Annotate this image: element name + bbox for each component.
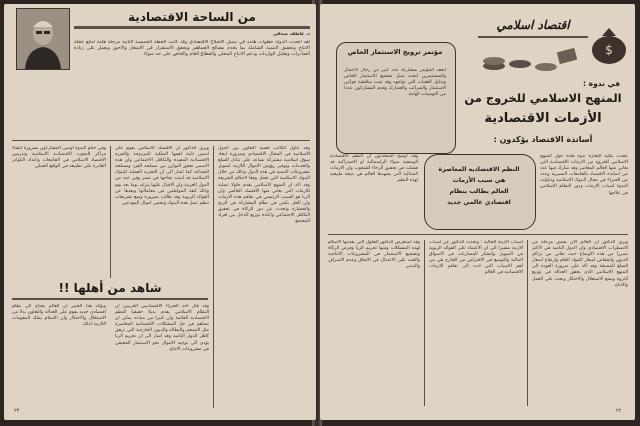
svg-text:$: $ <box>605 43 613 57</box>
page-number-right: ٢٢ <box>616 408 622 414</box>
lower-divider <box>328 234 628 235</box>
section-text: وقد قال احد الخبراء الاقتصاديين الغربيين ان النظام الاسلامي يقدم بديلا حقيقيا للنظم الاقتصادية القائمة وان كثيرا من مبادئه يمكن ان تساهم في حل المشكلات الاقتصادية المعاصرة مثل التضخم والبطالة والديون الخارجية التي ترهق كاهل الدول النامية وقد اشار الى ان تحريم الربا يؤدي الى توجيه الاموال نحو الاستثمار الحقيقي في مشروعات الانتاج <box>115 304 209 352</box>
subhead: أساتذة الاقتصاد يؤكدون : <box>493 135 593 144</box>
section-text-b: ويؤكد هذا الخبير ان العالم يحتاج الى نظام اقتصادي جديد يقوم على العدالة والتعاون بدلا من الاستغلال والاحتكار وان الاسلام يملك المقومات اللازمة لذلك <box>12 304 106 328</box>
bullet-item: هي سبب الأزمات <box>452 177 506 184</box>
sidebar-text: انعقد المؤتمر بمشاركة عدد كبير من رجال الاعمال والمستثمرين لبحث سبل تشجيع الاستثمار الخاص وتذليل العقبات التي تواجهه وقد تمت مناقشة قوانين الاستثمار والضرائب والجمارك وقدم المشاركون عددا من التوصيات الهامة <box>344 68 446 98</box>
column-rule-1 <box>213 146 214 408</box>
column-a-text: وقد تناول الكاتب اهمية التعاون بين الدول الاسلامية في المجال الاقتصادي وضرورة ايجاد سوق اسلامية مشتركة تساعد على تبادل السلع والخدمات وتوفير رؤوس الاموال اللازمة لتمويل مشروعات التنمية في هذه الدول وذلك من خلال البنوك الاسلامية التي تعمل وفقا لاحكام الشريعة وقد اكد ان المنهج الاسلامي يقدم حلولا عملية للازمات التي يعاني منها الاقتصاد العالمي وان الربا هو السبب الرئيسي في تفاقم هذه الازمات وان الحل يكمن في نظام المشاركة في الربح والخسارة وتحدث عن دور الزكاة في تحقيق التكافل الاجتماعي واعادة توزيع الدخل بين افراد المجتمع <box>218 146 310 225</box>
bullet-item: العالم يطالب بنظام <box>449 188 509 195</box>
headline-line-2: الأزمات الاقتصادية <box>484 111 602 126</box>
bullet-list <box>428 164 530 208</box>
lower-column-rule-2 <box>424 240 425 406</box>
body-lower-column-3: وقد استعرض الدكتور الحلول التي يقدمها الاسلام لهذه المشكلات ومنها تحريم الربا وفرض الزكاة وتشجيع الاستثمار في المشروعات الانتاجية والحث على الاعتدال في الانفاق وعدم الاسراف والتبذير <box>328 240 420 270</box>
money-bag-illustration <box>588 18 630 66</box>
section-label: اقتصاد اسلامي <box>496 18 570 32</box>
left-page <box>4 4 316 420</box>
section-label-rule <box>478 36 588 38</box>
money-bag-icon <box>588 18 630 66</box>
column-header: من الساحة الاقتصادية <box>128 10 256 24</box>
author-photo <box>16 8 70 70</box>
bullet-item: النظم الاقتصادية المعاصرة <box>438 166 520 173</box>
byline: د. عاطف صدقي <box>273 32 310 37</box>
body-mid-column: وقد اوضح المتحدثون ان النظم الاقتصادية الوضعية سواء الراسمالية او الاشتراكية قد فشلت في تحقيق الرخاء للشعوب وان الازمات المتتالية التي يشهدها العالم هي نتيجة طبيعية لهذه النظم <box>330 154 418 184</box>
column-rule-2 <box>110 146 111 278</box>
sidebar-title: مؤتمر ترويج الاستثمار الخاص <box>347 48 443 56</box>
right-page <box>320 4 635 420</box>
intro-paragraph: لقد اتخذت الدولة خطوات هامة في سبيل الاصلاح الاقتصادي وقد كانت الخطة الخمسية الثانية مرحلة هامة لدفع عجلة الانتاج وتحقيق التنمية الشاملة بما يخدم مصالح الجماهير ويحقق الاستقرار في الاسعار والاجور ويعمل على زيادة الصادرات وتقليل الواردات ودعم الانتاج المحلي والقطاع العام والخاص على حد سواء <box>74 40 310 58</box>
top-divider <box>12 140 310 141</box>
body-lower-column-2: اسباب الأزمة الحالية : وتحدث الدكتور عن اسباب الازمة مشيرا الى ان الاعتماد على الفوائد الربوية في التمويل وانتشار المضاربات في الاسواق المالية والتوسع في الاقتراض من الخارج هي من اهم الاسباب التي ادت الى تفاقم الازمات الاقتصادية في العالم <box>429 240 523 276</box>
section-title: شاهد من أهلها !! <box>58 281 162 295</box>
lower-column-rule-1 <box>527 240 528 406</box>
portrait-icon <box>17 9 69 69</box>
column-b-text: ويرى الدكتور ان الاقتصاد الاسلامي يقوم على اسس ثابتة اهمها الملكية المزدوجة والحرية الاقتصادية المقيدة والتكافل الاجتماعي وان هذه الاسس تحقق التوازن بين مصلحة الفرد ومصلحة الجماعة كما اشار الى ان التجربة العملية للبنوك الاسلامية قد اثبتت نجاحها في مصر وفي عدد من الدول العربية وان الاقبال عليها يتزايد يوما بعد يوم وذلك لثقة المواطنين في معاملاتها وبعدها عن الفوائد الربوية وقد طالب بضرورة وضع تشريعات تنظم عمل هذه البنوك وتحمي اموال المودعين <box>115 146 209 206</box>
coins-illustration <box>480 42 580 74</box>
coins-icon <box>480 42 580 74</box>
body-lower-column-1: ويرى الدكتور ان العالم الان يعيش مرحلة من الاضطراب الاقتصادي وان الدول النامية هي الاكثر تضررا من هذه الاوضاع حيث تعاني من تراكم الديون وانخفاض اسعار المواد الخام وارتفاع اسعار السلع المصنعة وقد اكد على ضرورة العودة الى المنهج الاسلامي الذي يحقق العدالة في توزيع الثروة ويمنع الاستغلال والاحتكار ويحث على العمل والانتاج <box>532 240 628 288</box>
column-c-text: وفي ختام الندوة اوصى المشاركون بضرورة انشاء مراكز للبحوث الاقتصادية الاسلامية وتدريس الاقتصاد الاسلامي في الجامعات واعداد الكوادر القادرة على تطبيقه في الواقع العملي <box>12 146 106 170</box>
section-rule <box>12 298 208 300</box>
bullet-item: اقتصادي عالمي جديد <box>447 199 511 206</box>
page-number-left: ٢٣ <box>14 408 20 414</box>
header-rule <box>74 26 310 29</box>
headline-line-1: المنهج الاسلامي للخروج من <box>464 91 622 105</box>
body-right-column: عقدت بكلية التجارة ندوة هامة حول المنهج الاسلامي للخروج من الازمات الاقتصادية التي يعاني منها العالم المعاصر وقد شارك فيها عدد من اساتذة الاقتصاد بالجامعات المصرية وعدد من الخبراء في مجال البنوك الاسلامية وتناولت الندوة اسباب الازمات ودور النظام الاسلامي في علاجها <box>540 154 628 196</box>
kicker: في ندوة : <box>583 79 620 88</box>
